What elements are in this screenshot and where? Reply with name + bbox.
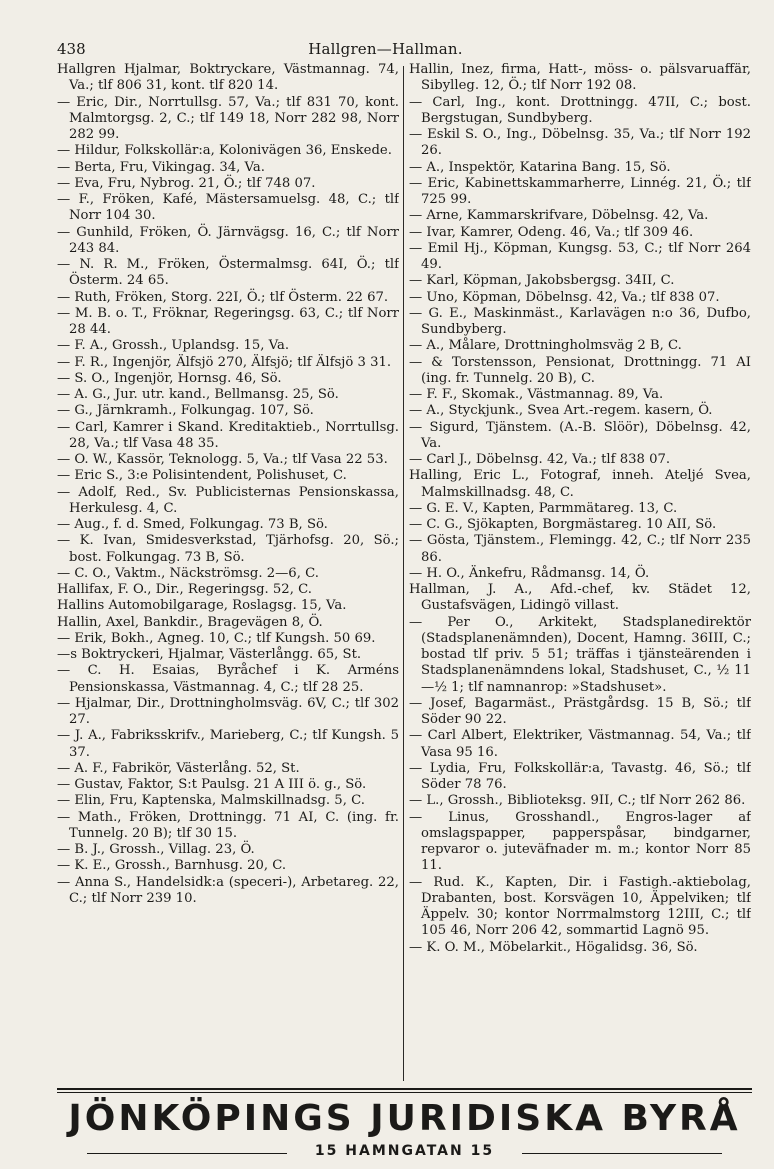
- directory-entry: — J. A., Fabriksskrifv., Marieberg, C.; tlf Kungsh. 5 37.: [57, 728, 399, 760]
- banner-top-rule: [57, 1088, 752, 1090]
- directory-entry: — Gunhild, Fröken, Ö. Järnvägsg. 16, C.; tlf Norr 243 84.: [57, 224, 399, 256]
- directory-entry: — Adolf, Red., Sv. Publicisternas Pensionskassa, Herkulesg. 4, C.: [57, 484, 399, 516]
- directory-entry: Halling, Eric L., Fotograf, inneh. Ateljé Svea, Malmskillnadsg. 48, C.: [409, 468, 751, 500]
- directory-entry: — K. Ivan, Smidesverkstad, Tjärhofsg. 20, Sö.; bost. Folkungag. 73 B, Sö.: [57, 533, 399, 565]
- directory-entry: — B. J., Grossh., Villag. 23, Ö.: [57, 842, 255, 857]
- directory-entry: — C. G., Sjökapten, Borgmästareg. 10 AII, Sö.: [409, 517, 717, 532]
- directory-entry: — F. R., Ingenjör, Älfsjö 270, Älfsjö; tlf Älfsjö 3 31.: [57, 354, 392, 370]
- banner-top-rule-thin: [57, 1092, 752, 1093]
- directory-entry: — Hildur, Folkskollär:a, Kolonivägen 36, Enskede.: [57, 143, 392, 159]
- directory-entry: — C. H. Esaias, Byråchef i K. Arméns Pensionskassa, Västmannag. 4, C.; tlf 28 25.: [57, 663, 399, 695]
- directory-entry: — Hjalmar, Dir., Drottningholmsväg. 6V, C.; tlf 302 27.: [57, 695, 399, 727]
- directory-entry: — Eric, Kabinettskammarherre, Linnég. 21, Ö.; tlf 725 99.: [409, 175, 751, 207]
- page-header: [57, 40, 714, 62]
- directory-entry: — Arne, Kammarskrifvare, Döbelnsg. 42, Va.: [409, 208, 709, 224]
- directory-entry: — A., Styckjunk., Svea Art.-regem. kasern, Ö.: [409, 403, 713, 419]
- directory-entry: Hallifax, F. O., Dir., Regeringsg. 52, C.: [57, 582, 312, 597]
- directory-entry: Hallgren Hjalmar, Boktryckare, Västmannag. 74, Va.; tlf 806 31, kont. tlf 820 14.: [57, 62, 399, 94]
- address-right-line: [522, 1153, 722, 1154]
- directory-entry: — Emil Hj., Köpman, Kungsg. 53, C.; tlf Norr 264 49.: [409, 240, 751, 272]
- directory-entry: — Gustav, Faktor, S:t Paulsg. 21 A III ö. g., Sö.: [57, 777, 367, 792]
- directory-entry: — Math., Fröken, Drottningg. 71 AI, C. (ing. fr. Tunnelg. 20 B); tlf 30 15.: [57, 809, 399, 841]
- directory-entry: — F. F., Skomak., Västmannag. 89, Va.: [409, 387, 664, 402]
- directory-entry: — Aug., f. d. Smed, Folkungag. 73 B, Sö.: [57, 517, 328, 532]
- running-head: Hallgren—Hallman.: [308, 40, 463, 58]
- column-divider: [403, 66, 404, 1081]
- directory-entry: — H. O., Änkefru, Rådmansg. 14, Ö.: [409, 565, 650, 581]
- directory-entry: — C. O., Vaktm., Näckströmsg. 2—6, C.: [57, 565, 319, 581]
- directory-entry: — Eric S., 3:e Polisintendent, Polishuset, C.: [57, 468, 347, 484]
- directory-entry: — N. R. M., Fröken, Östermalmsg. 64I, Ö.; tlf Österm. 24 65.: [57, 257, 399, 289]
- directory-entry: — Sigurd, Tjänstem. (A.-B. Slöör), Döbelnsg. 42, Va.: [409, 419, 751, 451]
- directory-entry: — Carl, Kamrer i Skand. Kreditaktieb., Norrtullsg. 28, Va.; tlf Vasa 48 35.: [57, 419, 399, 451]
- left-column: [57, 62, 399, 1087]
- directory-entry: — Karl, Köpman, Jakobsbergsg. 34II, C.: [409, 273, 675, 289]
- directory-entry: — Elin, Fru, Kaptenska, Malmskillnadsg. 5, C.: [57, 793, 365, 809]
- directory-entry: — Carl, Ing., kont. Drottningg. 47II, C.; bost. Bergstugan, Sundbyberg.: [409, 94, 751, 126]
- directory-entry: Hallins Automobilgarage, Roslagsg. 15, Va.: [57, 598, 347, 614]
- directory-entry: — L., Grossh., Biblioteksg. 9II, C.; tlf Norr 262 86.: [409, 793, 746, 809]
- directory-entry: — Anna S., Handelsidk:a (speceri-), Arbetareg. 22, C.; tlf Norr 239 10.: [57, 874, 399, 906]
- directory-entry: — Lydia, Fru, Folkskollär:a, Tavastg. 46, Sö.; tlf Söder 78 76.: [409, 760, 751, 792]
- directory-entry: — A., Målare, Drottningholmsväg 2 B, C.: [409, 338, 682, 354]
- directory-entry: — O. W., Kassör, Teknologg. 5, Va.; tlf Vasa 22 53.: [57, 452, 388, 467]
- directory-entry: — Gösta, Tjänstem., Flemingg. 42, C.; tlf Norr 235 86.: [409, 533, 751, 565]
- directory-entry: — Rud. K., Kapten, Dir. i Fastigh.-aktiebolag, Drabanten, bost. Korsvägen 10, Äppelviken; tlf Äppelv. 30; kontor Norrmalmstorg 12III, C.; tlf 105 46, Norr 206 42, sommartid Lagnö 95.: [409, 874, 751, 939]
- directory-entry: Hallin, Inez, firma, Hatt-, möss- o. pälsvaruaffär, Sibylleg. 12, Ö.; tlf Norr 192 08.: [409, 62, 751, 94]
- directory-entry: — Eva, Fru, Nybrog. 21, Ö.; tlf 748 07.: [57, 175, 316, 191]
- directory-columns: [57, 62, 752, 1087]
- directory-entry: — Carl Albert, Elektriker, Västmannag. 54, Va.; tlf Vasa 95 16.: [409, 728, 751, 760]
- directory-entry: — A. G., Jur. utr. kand., Bellmansg. 25, Sö.: [57, 387, 339, 402]
- page-number: 438: [57, 40, 86, 58]
- banner-address-row: [57, 1143, 752, 1163]
- directory-entry: — Berta, Fru, Vikingag. 34, Va.: [57, 159, 265, 175]
- right-column: [409, 62, 751, 1087]
- directory-entry: — F. A., Grossh., Uplandsg. 15, Va.: [57, 338, 290, 354]
- directory-entry: — Josef, Bagarmäst., Prästgårdsg. 15 B, Sö.; tlf Söder 90 22.: [409, 695, 751, 727]
- directory-entry: — M. B. o. T., Fröknar, Regeringsg. 63, C.; tlf Norr 28 44.: [57, 305, 399, 337]
- directory-entry: — Ivar, Kamrer, Odeng. 46, Va.; tlf 309 46.: [409, 224, 694, 240]
- directory-entry: — Ruth, Fröken, Storg. 22I, Ö.; tlf Österm. 22 67.: [57, 289, 389, 305]
- directory-entry: — Per O., Arkitekt, Stadsplanedirektör (Stadsplanenämnden), Docent, Hamng. 36III, C.; bostad tlf priv. 5 51; träffas i tjänsteärenden i Stadsplanenämndens lokal, Stadshuset, C., ½ 11—½ 1; tlf namnanrop: »Stadshuset».: [409, 614, 751, 695]
- directory-entry: — G. E. V., Kapten, Parmmätareg. 13, C.: [409, 500, 678, 516]
- directory-entry: — Eskil S. O., Ing., Döbelnsg. 35, Va.; tlf Norr 192 26.: [409, 127, 751, 159]
- directory-entry: —s Boktryckeri, Hjalmar, Västerlångg. 65, St.: [57, 647, 362, 662]
- directory-entry: — G., Järnkramh., Folkungag. 107, Sö.: [57, 403, 314, 419]
- directory-entry: — Linus, Grosshandl., Engros-lager af omslagspapper, papperspåsar, bindgarner, repvaror o. juteväfnader m. m.; kontor Norr 85 11.: [409, 809, 751, 874]
- directory-entry: — A., Inspektör, Katarina Bang. 15, Sö.: [409, 159, 671, 175]
- directory-entry: — A. F., Fabrikör, Västerlång. 52, St.: [57, 760, 300, 776]
- directory-entry: — Uno, Köpman, Döbelnsg. 42, Va.; tlf 838 07.: [409, 289, 720, 305]
- directory-entry: Hallin, Axel, Bankdir., Bragevägen 8, Ö.: [57, 614, 323, 630]
- directory-entry: — G. E., Maskinmäst., Karlavägen n:o 36, Dufbo, Sundbyberg.: [409, 305, 751, 337]
- directory-entry: — & Torstensson, Pensionat, Drottningg. 71 AI (ing. fr. Tunnelg. 20 B), C.: [409, 354, 751, 386]
- directory-entry: — S. O., Ingenjör, Hornsg. 46, Sö.: [57, 370, 282, 386]
- directory-entry: — F., Fröken, Kafé, Mästersamuelsg. 48, C.; tlf Norr 104 30.: [57, 192, 399, 224]
- directory-entry: Hallman, J. A., Afd.-chef, kv. Städet 12, Gustafsvägen, Lidingö villast.: [409, 582, 751, 614]
- banner-title: JÖNKÖPINGS JURIDISKA BYRÅ: [68, 1098, 741, 1139]
- directory-entry: — K. O. M., Möbelarkit., Högalidsg. 36, Sö.: [409, 939, 698, 955]
- directory-entry: — Eric, Dir., Norrtullsg. 57, Va.; tlf 831 70, kont. Malmtorgsg. 2, C.; tlf 149 18, Norr 282 98, Norr 282 99.: [57, 94, 399, 142]
- advertisement-banner: [57, 1088, 752, 1168]
- directory-entry: — Carl J., Döbelnsg. 42, Va.; tlf 838 07.: [409, 452, 671, 467]
- directory-entry: — K. E., Grossh., Barnhusg. 20, C.: [57, 858, 287, 874]
- directory-entry: — Erik, Bokh., Agneg. 10, C.; tlf Kungsh. 50 69.: [57, 630, 376, 646]
- banner-address: 15 HAMNGATAN 15: [314, 1143, 495, 1159]
